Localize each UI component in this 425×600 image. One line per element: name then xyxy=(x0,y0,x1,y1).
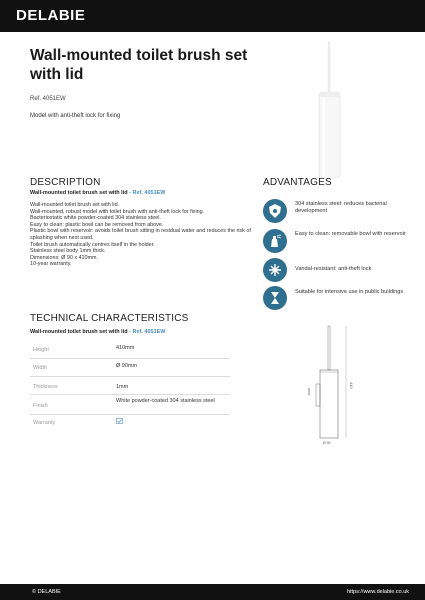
technical-drawing xyxy=(300,322,360,445)
advantage-item xyxy=(263,199,413,225)
technical-heading: TECHNICAL CHARACTERISTICS xyxy=(30,313,189,324)
advantage-text: Vandal-resistant: anti-theft lock xyxy=(295,266,372,272)
height-dimension: 410 xyxy=(349,382,354,389)
hourglass-icon xyxy=(263,286,287,310)
row-value: 1mm xyxy=(116,384,129,390)
technical-sub-ref[interactable]: - Ref. 4051EW xyxy=(129,329,166,335)
table-row xyxy=(30,341,230,359)
footer xyxy=(0,584,425,600)
product-ref: Ref. 4051EW xyxy=(30,96,66,102)
description-subheading xyxy=(30,190,165,196)
product-subtitle: Model with anti-theft lock for fixing xyxy=(30,113,121,119)
row-label: Height xyxy=(33,347,49,353)
advantages-heading: ADVANTAGES xyxy=(263,177,332,188)
brand-logo[interactable]: DELABIE xyxy=(16,7,86,24)
description-line: Toilet brush automatically centres itself in the holder. xyxy=(30,241,155,248)
description-line: Wall-mounted toilet brush set with lid. xyxy=(30,202,120,208)
table-row xyxy=(30,415,230,431)
top-bar xyxy=(0,0,425,32)
advantage-item xyxy=(263,229,413,255)
description-body xyxy=(30,202,252,268)
table-row xyxy=(30,395,230,415)
description-line: Wall-mounted, robust model with toilet brush with anti-theft lock for fixing. xyxy=(30,208,205,215)
anti-theft-icon xyxy=(263,258,287,282)
description-line: Easy to clean: plastic bowl can be removed from above. xyxy=(30,221,164,228)
advantage-item xyxy=(263,258,413,284)
row-label: Width xyxy=(33,365,48,371)
row-value: 410mm xyxy=(116,345,135,351)
row-label: Finish xyxy=(33,403,48,409)
side-dimension: Ø130 xyxy=(307,388,311,396)
description-heading: DESCRIPTION xyxy=(30,177,101,188)
description-line: 10-year warranty. xyxy=(30,261,72,268)
description-sub-ref[interactable]: - Ref. 4051EW xyxy=(129,190,166,196)
description-line: Plastic bowl with reservoir: avoids toilet brush sitting in residual water and reduces the risk of splashing when next used. xyxy=(30,228,253,241)
shield-bacteria-icon xyxy=(263,199,287,223)
description-sub-name: Wall-mounted toilet brush set with lid xyxy=(30,190,128,196)
row-value: White powder-coated 304 stainless steel xyxy=(116,398,215,404)
advantage-text: 304 stainless steel: reduces bacterial development xyxy=(295,201,387,214)
description-line: Bacteriostatic white powder-coated 304 stainless steel. xyxy=(30,215,161,222)
advantage-text: Suitable for intensive use in public buildings xyxy=(295,289,404,295)
advantage-text: Easy to clean: removable bowl with reservoir xyxy=(295,231,406,237)
description-line: Dimensions: Ø 90 x 410mm. xyxy=(30,254,99,261)
product-image xyxy=(300,40,360,180)
row-value: Ø 90mm xyxy=(116,363,138,369)
spray-clean-icon xyxy=(263,229,287,253)
table-row xyxy=(30,359,230,377)
product-title: Wall-mounted toilet brush set with lid xyxy=(30,47,248,83)
technical-sub-name: Wall-mounted toilet brush set with lid xyxy=(30,329,128,335)
width-dimension: Ø 90 xyxy=(323,441,331,445)
warranty-icon xyxy=(116,418,226,427)
row-label: Thickness xyxy=(33,384,58,390)
row-label: Warranty xyxy=(33,420,56,426)
footer-url[interactable]: https://www.delabie.co.uk xyxy=(346,589,409,595)
technical-subheading xyxy=(30,329,165,335)
description-line: Stainless steel body 1mm thick. xyxy=(30,248,106,255)
table-row xyxy=(30,377,230,395)
technical-table xyxy=(30,341,230,431)
advantage-item xyxy=(263,286,413,312)
footer-copyright: © DELABIE xyxy=(32,589,61,595)
